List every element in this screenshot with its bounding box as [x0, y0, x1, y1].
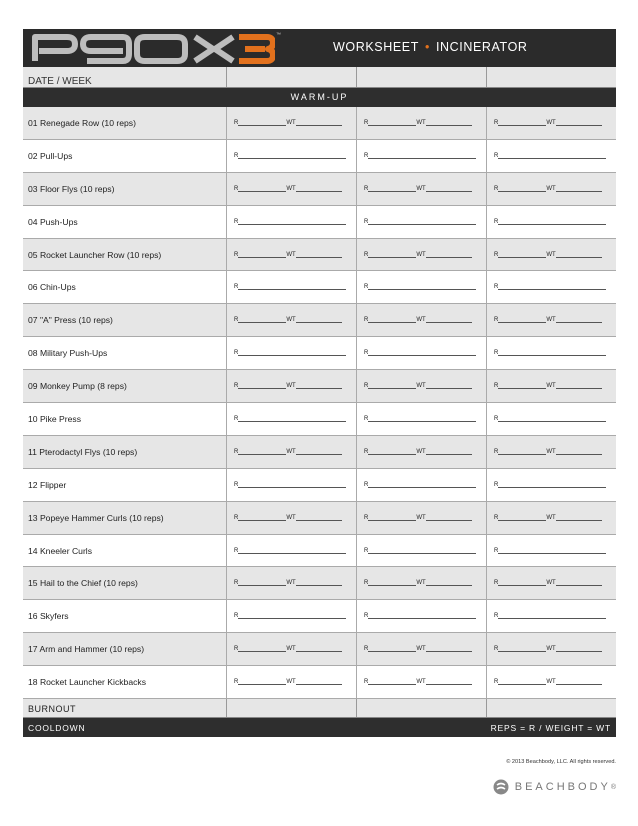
reps-entry-line[interactable] — [498, 679, 546, 685]
exercise-name: 11 Pterodactyl Flys (10 reps) — [23, 436, 227, 468]
weight-label: WT — [546, 448, 556, 455]
reps-entry-line[interactable] — [368, 482, 476, 488]
weight-entry-line[interactable] — [296, 449, 342, 455]
reps-entry-line[interactable] — [238, 646, 286, 652]
weight-entry-line[interactable] — [296, 580, 342, 586]
brand-registered: ® — [610, 783, 616, 791]
weight-entry-line[interactable] — [556, 449, 602, 455]
reps-label: R — [364, 514, 369, 521]
reps-label: R — [494, 646, 499, 653]
reps-label: R — [364, 152, 369, 159]
reps-label: R — [494, 481, 499, 488]
reps-label: R — [494, 679, 499, 686]
reps-entry-line[interactable] — [498, 252, 546, 258]
weight-label: WT — [286, 514, 296, 521]
reps-entry-line[interactable] — [238, 449, 286, 455]
log-cell-week-3[interactable] — [487, 633, 616, 665]
log-cell-week-1[interactable] — [227, 206, 357, 238]
log-cell-week-3[interactable] — [487, 206, 616, 238]
beachbody-brand — [493, 779, 616, 795]
reps-label: R — [364, 646, 369, 653]
weight-label: WT — [286, 119, 296, 126]
title-worksheet: WORKSHEET — [333, 40, 419, 54]
reps-label: R — [494, 514, 499, 521]
trademark: ™ — [276, 32, 281, 38]
reps-entry-line[interactable] — [498, 120, 546, 126]
reps-entry-line[interactable] — [368, 153, 476, 159]
log-cell-week-1[interactable] — [227, 600, 357, 632]
weight-entry-line[interactable] — [556, 679, 602, 685]
reps-label: R — [234, 679, 239, 686]
weight-label: WT — [286, 185, 296, 192]
reps-label: R — [234, 152, 239, 159]
reps-label: R — [494, 383, 499, 390]
reps-label: R — [494, 580, 499, 587]
reps-entry-line[interactable] — [498, 515, 546, 521]
reps-label: R — [494, 350, 499, 357]
reps-entry-line[interactable] — [368, 548, 476, 554]
weight-label: WT — [286, 383, 296, 390]
exercise-name: 18 Rocket Launcher Kickbacks — [23, 666, 227, 698]
exercise-name: 10 Pike Press — [23, 403, 227, 435]
reps-label: R — [364, 383, 369, 390]
reps-entry-line[interactable] — [498, 383, 546, 389]
reps-label: R — [234, 218, 239, 225]
exercise-name: 08 Military Push-Ups — [23, 337, 227, 369]
weight-entry-line[interactable] — [296, 120, 342, 126]
weight-label: WT — [416, 514, 426, 521]
copyright: © 2013 Beachbody, LLC. All rights reserved. — [506, 759, 616, 765]
exercise-name: 05 Rocket Launcher Row (10 reps) — [23, 239, 227, 271]
weight-entry-line[interactable] — [426, 449, 472, 455]
weight-entry-line[interactable] — [296, 515, 342, 521]
reps-label: R — [234, 448, 239, 455]
table-row — [23, 140, 616, 173]
title-separator: • — [424, 40, 430, 54]
reps-entry-line[interactable] — [238, 383, 286, 389]
table-row — [23, 535, 616, 568]
weight-label: WT — [416, 317, 426, 324]
table-row — [23, 370, 616, 403]
burnout-row — [23, 699, 616, 718]
log-cell-week-2[interactable] — [357, 567, 487, 599]
log-cell-week-3[interactable] — [487, 173, 616, 205]
reps-entry-line[interactable] — [498, 482, 606, 488]
reps-entry-line[interactable] — [368, 580, 416, 586]
weight-entry-line[interactable] — [426, 317, 472, 323]
log-cell-week-3[interactable] — [487, 469, 616, 501]
reps-label: R — [234, 284, 239, 291]
header-bar — [23, 29, 616, 67]
log-cell-week-1[interactable] — [227, 337, 357, 369]
burnout-week-3[interactable] — [487, 699, 616, 717]
reps-entry-line[interactable] — [498, 350, 606, 356]
burnout-label: BURNOUT — [23, 699, 227, 717]
log-cell-week-3[interactable] — [487, 535, 616, 567]
date-week-label: DATE / WEEK — [23, 67, 227, 87]
weight-entry-line[interactable] — [556, 383, 602, 389]
reps-entry-line[interactable] — [368, 515, 416, 521]
reps-label: R — [494, 613, 499, 620]
exercise-name: 15 Hail to the Chief (10 reps) — [23, 567, 227, 599]
weight-label: WT — [546, 679, 556, 686]
table-row — [23, 502, 616, 535]
reps-label: R — [234, 383, 239, 390]
table-row — [23, 436, 616, 469]
reps-label: R — [494, 185, 499, 192]
burnout-week-1[interactable] — [227, 699, 357, 717]
reps-label: R — [234, 646, 239, 653]
weight-label: WT — [416, 251, 426, 258]
weight-label: WT — [416, 448, 426, 455]
reps-entry-line[interactable] — [498, 449, 546, 455]
reps-entry-line[interactable] — [498, 186, 546, 192]
weight-entry-line[interactable] — [296, 679, 342, 685]
table-row — [23, 403, 616, 436]
date-week-2[interactable] — [357, 67, 487, 87]
exercise-name: 04 Push-Ups — [23, 206, 227, 238]
date-week-3[interactable] — [487, 67, 616, 87]
log-cell-week-2[interactable] — [357, 271, 487, 303]
log-cell-week-1[interactable] — [227, 403, 357, 435]
log-cell-week-2[interactable] — [357, 140, 487, 172]
reps-entry-line[interactable] — [368, 252, 416, 258]
log-cell-week-1[interactable] — [227, 469, 357, 501]
reps-label: R — [364, 448, 369, 455]
worksheet — [23, 29, 616, 737]
log-cell-week-2[interactable] — [357, 337, 487, 369]
weight-entry-line[interactable] — [426, 646, 472, 652]
weight-label: WT — [286, 580, 296, 587]
table-row — [23, 239, 616, 272]
log-cell-week-2[interactable] — [357, 535, 487, 567]
reps-label: R — [494, 547, 499, 554]
exercise-name: 17 Arm and Hammer (10 reps) — [23, 633, 227, 665]
log-cell-week-1[interactable] — [227, 535, 357, 567]
log-cell-week-1[interactable] — [227, 633, 357, 665]
reps-entry-line[interactable] — [368, 416, 476, 422]
weight-label: WT — [286, 317, 296, 324]
weight-label: WT — [416, 580, 426, 587]
log-cell-week-3[interactable] — [487, 140, 616, 172]
weight-entry-line[interactable] — [426, 186, 472, 192]
reps-label: R — [234, 547, 239, 554]
reps-label: R — [234, 580, 239, 587]
exercise-name: 01 Renegade Row (10 reps) — [23, 107, 227, 139]
weight-entry-line[interactable] — [556, 580, 602, 586]
reps-label: R — [494, 448, 499, 455]
table-row — [23, 206, 616, 239]
log-cell-week-2[interactable] — [357, 107, 487, 139]
title-workout: INCINERATOR — [435, 40, 528, 54]
weight-entry-line[interactable] — [556, 186, 602, 192]
log-cell-week-2[interactable] — [357, 173, 487, 205]
reps-label: R — [364, 284, 369, 291]
reps-entry-line[interactable] — [368, 350, 476, 356]
cooldown-band — [23, 718, 616, 737]
reps-label: R — [364, 119, 369, 126]
weight-label: WT — [416, 383, 426, 390]
weight-entry-line[interactable] — [426, 580, 472, 586]
reps-label: R — [364, 218, 369, 225]
reps-label: R — [364, 251, 369, 258]
worksheet-title — [333, 40, 528, 54]
log-cell-week-2[interactable] — [357, 206, 487, 238]
brand-name: BEACHBODY — [514, 781, 611, 793]
log-cell-week-3[interactable] — [487, 107, 616, 139]
beachbody-logo-icon — [493, 779, 509, 795]
reps-label: R — [494, 152, 499, 159]
log-cell-week-2[interactable] — [357, 304, 487, 336]
weight-entry-line[interactable] — [296, 646, 342, 652]
reps-entry-line[interactable] — [238, 416, 346, 422]
log-cell-week-1[interactable] — [227, 370, 357, 402]
log-cell-week-2[interactable] — [357, 436, 487, 468]
reps-entry-line[interactable] — [368, 120, 416, 126]
reps-entry-line[interactable] — [238, 252, 286, 258]
log-cell-week-1[interactable] — [227, 107, 357, 139]
exercise-name: 16 Skyfers — [23, 600, 227, 632]
reps-label: R — [364, 613, 369, 620]
log-cell-week-2[interactable] — [357, 239, 487, 271]
log-cell-week-1[interactable] — [227, 304, 357, 336]
weight-entry-line[interactable] — [556, 646, 602, 652]
weight-entry-line[interactable] — [426, 252, 472, 258]
log-cell-week-3[interactable] — [487, 666, 616, 698]
weight-entry-line[interactable] — [426, 679, 472, 685]
legend-text: REPS = R / WEIGHT = WT — [490, 722, 611, 733]
weight-label: WT — [546, 514, 556, 521]
log-cell-week-2[interactable] — [357, 403, 487, 435]
weight-entry-line[interactable] — [556, 317, 602, 323]
reps-entry-line[interactable] — [238, 679, 286, 685]
log-cell-week-2[interactable] — [357, 370, 487, 402]
log-cell-week-3[interactable] — [487, 567, 616, 599]
exercise-table — [23, 107, 616, 699]
weight-label: WT — [546, 251, 556, 258]
reps-label: R — [234, 613, 239, 620]
log-cell-week-3[interactable] — [487, 502, 616, 534]
exercise-name: 07 "A" Press (10 reps) — [23, 304, 227, 336]
reps-entry-line[interactable] — [498, 580, 546, 586]
reps-label: R — [234, 514, 239, 521]
reps-label: R — [234, 350, 239, 357]
weight-label: WT — [546, 646, 556, 653]
log-cell-week-3[interactable] — [487, 403, 616, 435]
log-cell-week-3[interactable] — [487, 436, 616, 468]
reps-entry-line[interactable] — [238, 120, 286, 126]
table-row — [23, 600, 616, 633]
table-row — [23, 173, 616, 206]
reps-label: R — [234, 317, 239, 324]
log-cell-week-3[interactable] — [487, 370, 616, 402]
date-week-1[interactable] — [227, 67, 357, 87]
log-cell-week-1[interactable] — [227, 140, 357, 172]
reps-label: R — [494, 119, 499, 126]
weight-label: WT — [546, 185, 556, 192]
reps-entry-line[interactable] — [368, 219, 476, 225]
reps-label: R — [494, 284, 499, 291]
warmup-band: WARM-UP — [23, 88, 616, 107]
weight-label: WT — [286, 679, 296, 686]
reps-entry-line[interactable] — [238, 482, 346, 488]
reps-label: R — [494, 415, 499, 422]
reps-entry-line[interactable] — [368, 646, 416, 652]
reps-label: R — [234, 481, 239, 488]
date-week-row — [23, 67, 616, 88]
reps-entry-line[interactable] — [368, 186, 416, 192]
weight-label: WT — [286, 448, 296, 455]
p90x3-logo — [29, 32, 275, 64]
reps-entry-line[interactable] — [368, 679, 416, 685]
reps-label: R — [364, 317, 369, 324]
reps-entry-line[interactable] — [498, 646, 546, 652]
log-cell-week-1[interactable] — [227, 666, 357, 698]
reps-entry-line[interactable] — [498, 416, 606, 422]
weight-label: WT — [546, 383, 556, 390]
reps-entry-line[interactable] — [238, 515, 286, 521]
reps-label: R — [364, 415, 369, 422]
reps-entry-line[interactable] — [238, 548, 346, 554]
weight-entry-line[interactable] — [556, 252, 602, 258]
reps-entry-line[interactable] — [498, 153, 606, 159]
reps-entry-line[interactable] — [368, 613, 476, 619]
exercise-name: 13 Popeye Hammer Curls (10 reps) — [23, 502, 227, 534]
log-cell-week-3[interactable] — [487, 304, 616, 336]
log-cell-week-2[interactable] — [357, 502, 487, 534]
weight-label: WT — [546, 317, 556, 324]
weight-entry-line[interactable] — [296, 317, 342, 323]
reps-entry-line[interactable] — [498, 613, 606, 619]
weight-label: WT — [286, 646, 296, 653]
weight-label: WT — [416, 646, 426, 653]
log-cell-week-1[interactable] — [227, 567, 357, 599]
log-cell-week-1[interactable] — [227, 436, 357, 468]
log-cell-week-2[interactable] — [357, 469, 487, 501]
reps-label: R — [234, 119, 239, 126]
reps-entry-line[interactable] — [368, 449, 416, 455]
table-row — [23, 304, 616, 337]
reps-label: R — [494, 317, 499, 324]
reps-entry-line[interactable] — [238, 186, 286, 192]
weight-entry-line[interactable] — [556, 515, 602, 521]
reps-label: R — [364, 580, 369, 587]
weight-entry-line[interactable] — [296, 252, 342, 258]
exercise-name: 12 Flipper — [23, 469, 227, 501]
log-cell-week-3[interactable] — [487, 271, 616, 303]
exercise-name: 02 Pull-Ups — [23, 140, 227, 172]
reps-entry-line[interactable] — [238, 580, 286, 586]
reps-entry-line[interactable] — [238, 350, 346, 356]
table-row — [23, 666, 616, 699]
log-cell-week-3[interactable] — [487, 239, 616, 271]
reps-entry-line[interactable] — [368, 284, 476, 290]
weight-label: WT — [286, 251, 296, 258]
reps-entry-line[interactable] — [238, 284, 346, 290]
log-cell-week-3[interactable] — [487, 337, 616, 369]
exercise-name: 14 Kneeler Curls — [23, 535, 227, 567]
weight-entry-line[interactable] — [296, 383, 342, 389]
weight-entry-line[interactable] — [426, 515, 472, 521]
reps-entry-line[interactable] — [238, 153, 346, 159]
reps-label: R — [364, 547, 369, 554]
reps-label: R — [234, 415, 239, 422]
log-cell-week-2[interactable] — [357, 633, 487, 665]
log-cell-week-2[interactable] — [357, 666, 487, 698]
log-cell-week-2[interactable] — [357, 600, 487, 632]
weight-entry-line[interactable] — [296, 186, 342, 192]
weight-label: WT — [416, 679, 426, 686]
reps-entry-line[interactable] — [498, 317, 546, 323]
weight-entry-line[interactable] — [426, 120, 472, 126]
exercise-name: 03 Floor Flys (10 reps) — [23, 173, 227, 205]
reps-entry-line[interactable] — [498, 548, 606, 554]
cooldown-label: COOLDOWN — [28, 722, 86, 733]
reps-label: R — [364, 185, 369, 192]
exercise-name: 06 Chin-Ups — [23, 271, 227, 303]
weight-entry-line[interactable] — [426, 383, 472, 389]
reps-entry-line[interactable] — [238, 317, 286, 323]
log-cell-week-3[interactable] — [487, 600, 616, 632]
reps-label: R — [364, 481, 369, 488]
reps-entry-line[interactable] — [368, 317, 416, 323]
table-row — [23, 107, 616, 140]
reps-entry-line[interactable] — [238, 219, 346, 225]
reps-entry-line[interactable] — [498, 219, 606, 225]
reps-label: R — [364, 679, 369, 686]
reps-entry-line[interactable] — [238, 613, 346, 619]
reps-entry-line[interactable] — [498, 284, 606, 290]
log-cell-week-1[interactable] — [227, 271, 357, 303]
reps-label: R — [234, 185, 239, 192]
reps-label: R — [234, 251, 239, 258]
table-row — [23, 469, 616, 502]
reps-label: R — [494, 251, 499, 258]
weight-entry-line[interactable] — [556, 120, 602, 126]
weight-label: WT — [546, 119, 556, 126]
weight-label: WT — [416, 119, 426, 126]
reps-label: R — [364, 350, 369, 357]
exercise-name: 09 Monkey Pump (8 reps) — [23, 370, 227, 402]
log-cell-week-1[interactable] — [227, 173, 357, 205]
log-cell-week-1[interactable] — [227, 239, 357, 271]
weight-label: WT — [416, 185, 426, 192]
table-row — [23, 633, 616, 666]
table-row — [23, 271, 616, 304]
reps-label: R — [494, 218, 499, 225]
log-cell-week-1[interactable] — [227, 502, 357, 534]
reps-entry-line[interactable] — [368, 383, 416, 389]
table-row — [23, 337, 616, 370]
burnout-week-2[interactable] — [357, 699, 487, 717]
weight-label: WT — [546, 580, 556, 587]
table-row — [23, 567, 616, 600]
